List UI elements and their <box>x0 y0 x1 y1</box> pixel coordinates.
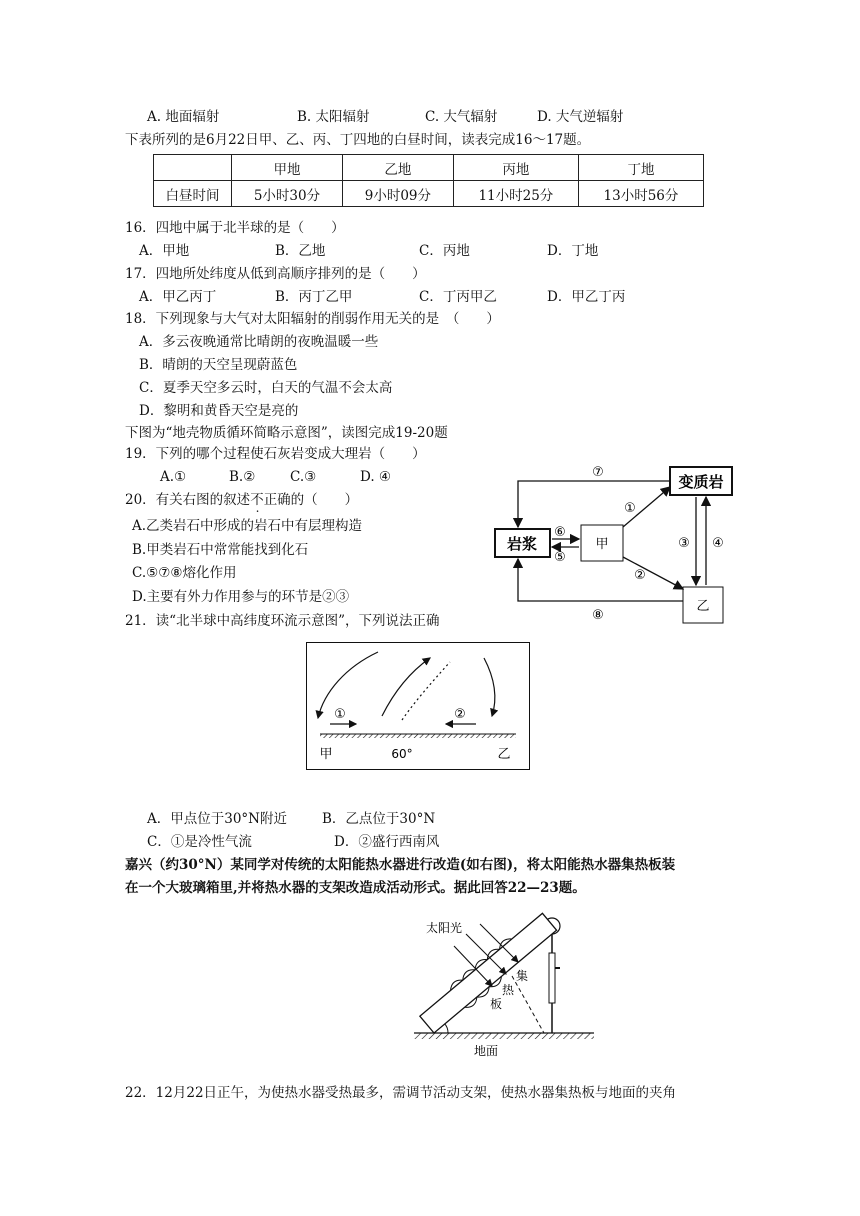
latitude-label: 60° <box>391 747 413 761</box>
q20-stem-part: 20．有关右图的叙述 <box>125 492 251 508</box>
magma-label: 岩浆 <box>506 535 538 553</box>
table-cell: 白昼时间 <box>154 181 232 207</box>
q20-option-b: B.甲类岩石中常常能找到化石 <box>132 542 309 558</box>
label-2: ② <box>454 707 466 722</box>
rock-cycle-diagram <box>490 455 760 635</box>
label-7: ⑦ <box>592 465 604 480</box>
q15-option-d: D. 大气逆辐射 <box>537 109 624 125</box>
ground-label: 地面 <box>473 1044 499 1058</box>
q18-option-a: A．多云夜晚通常比晴朗的夜晚温暖一些 <box>139 334 379 350</box>
table-cell: 5小时30分 <box>232 181 343 207</box>
q18-option-c: C．夏季天空多云时，白天的气温不会太高 <box>139 380 393 396</box>
circulation-diagram <box>306 642 530 770</box>
arrow-2 <box>623 557 683 589</box>
q19-stem: 19．下列的哪个过程使石灰岩变成大理岩（ ） <box>125 446 426 462</box>
q17-option-a: A．甲乙丙丁 <box>139 289 217 305</box>
label-8: ⑧ <box>592 608 604 623</box>
table-header-cell: 甲地 <box>232 155 343 181</box>
q19-option-a: A.① <box>160 469 187 485</box>
q16-option-b: B．乙地 <box>275 243 326 259</box>
table-cell: 13小时56分 <box>578 181 703 207</box>
q16-stem: 16．四地中属于北半球的是（ ） <box>125 220 345 236</box>
q20-stem <box>125 491 358 509</box>
q21-option-a: A．甲点位于30°N附近 <box>147 811 287 827</box>
table-cell: 9小时09分 <box>342 181 453 207</box>
table-row <box>154 181 704 207</box>
q17-option-d: D．甲乙丁丙 <box>547 289 626 305</box>
collector-label-3: 板 <box>489 997 503 1011</box>
label-1: ① <box>334 707 346 722</box>
q21-stem: 21．读“北半球中高纬度环流示意图”，下列说法正确 <box>125 613 440 629</box>
table-header-row <box>154 155 704 181</box>
table-header-cell <box>154 155 232 181</box>
point-jia: 甲 <box>319 747 333 762</box>
q17-option-b: B．丙丁乙甲 <box>275 289 353 305</box>
q21-option-b: B．乙点位于30°N <box>322 811 436 827</box>
label-3: ③ <box>678 536 690 551</box>
q19-option-c: C.③ <box>290 469 317 485</box>
q17-stem: 17．四地所处纬度从低到高顺序排列的是（ ） <box>125 266 426 282</box>
q16-option-a: A．甲地 <box>139 243 190 259</box>
q16-option-d: D．丁地 <box>547 243 599 259</box>
table-header-cell: 丁地 <box>578 155 703 181</box>
q20-option-a: A.乙类岩石中形成的岩石中有层理构造 <box>132 518 363 534</box>
q18-stem: 18．下列现象与大气对太阳辐射的削弱作用无关的是 （ ） <box>125 311 500 327</box>
label-2: ② <box>634 568 646 583</box>
label-1: ① <box>624 501 636 516</box>
q15-option-c: C. 大气辐射 <box>425 109 498 125</box>
table-header-cell: 丙地 <box>453 155 578 181</box>
daylight-table <box>153 154 704 207</box>
solar-intro-line-1: 嘉兴（约30°N）某同学对传统的太阳能热水器进行改造(如右图)，将太阳能热水器集热板装 <box>125 857 676 873</box>
q16-option-c: C．丙地 <box>419 243 470 259</box>
solar-intro-line-2: 在一个大玻璃箱里,并将热水器的支架改造成活动形式。据此回答22—23题。 <box>125 880 586 896</box>
label-5: ⑤ <box>554 550 566 565</box>
collector-label-2: 热 <box>501 983 515 997</box>
point-yi: 乙 <box>497 747 511 762</box>
adjustable-bracket <box>549 953 555 1003</box>
q22-stem: 22．12月22日正午，为使热水器受热最多，需调节活动支架，使热水器集热板与地面的夹角 <box>125 1085 677 1101</box>
sunlight-label: 太阳光 <box>425 921 463 935</box>
table-intro: 下表所列的是6月22日甲、乙、丙、丁四地的白昼时间，读表完成16～17题。 <box>125 132 591 148</box>
q18-option-d: D．黎明和黄昏天空是亮的 <box>139 403 299 419</box>
solar-heater-diagram <box>404 908 604 1060</box>
q20-option-d: D.主要有外力作用参与的环节是②③ <box>132 589 350 605</box>
label-4: ④ <box>712 536 724 551</box>
q17-option-c: C．丁丙甲乙 <box>419 289 497 305</box>
metamorphic-label: 变质岩 <box>678 473 724 491</box>
table-header-cell: 乙地 <box>342 155 453 181</box>
table-cell: 11小时25分 <box>453 181 578 207</box>
q21-option-c: C．①是冷性气流 <box>147 834 252 850</box>
label-6: ⑥ <box>554 525 566 540</box>
q20-option-c: C.⑤⑦⑧熔化作用 <box>132 565 237 581</box>
arrow-7 <box>518 481 670 527</box>
arrow-8 <box>518 559 683 601</box>
q21-option-d: D．②盛行西南风 <box>334 834 440 850</box>
rock-intro: 下图为“地壳物质循环简略示意图”，读图完成19-20题 <box>125 425 448 441</box>
yi-label: 乙 <box>696 599 710 614</box>
collector-label-1: 集 <box>515 969 529 983</box>
q19-option-d: D. ④ <box>360 469 392 485</box>
q20-emphasis: 不 <box>250 492 264 508</box>
dashed-support <box>512 976 544 1033</box>
q15-option-b: B. 太阳辐射 <box>297 109 370 125</box>
q18-option-b: B．晴朗的天空呈现蔚蓝色 <box>139 357 298 373</box>
q19-option-b: B.② <box>229 469 256 485</box>
q20-stem-part: 正确的（ ） <box>263 492 359 508</box>
ground-hatch <box>414 1033 594 1039</box>
ground-hatch <box>320 734 516 738</box>
jia-label: 甲 <box>595 537 609 552</box>
diagram-frame <box>307 643 530 770</box>
q15-option-a: A. 地面辐射 <box>147 109 220 125</box>
